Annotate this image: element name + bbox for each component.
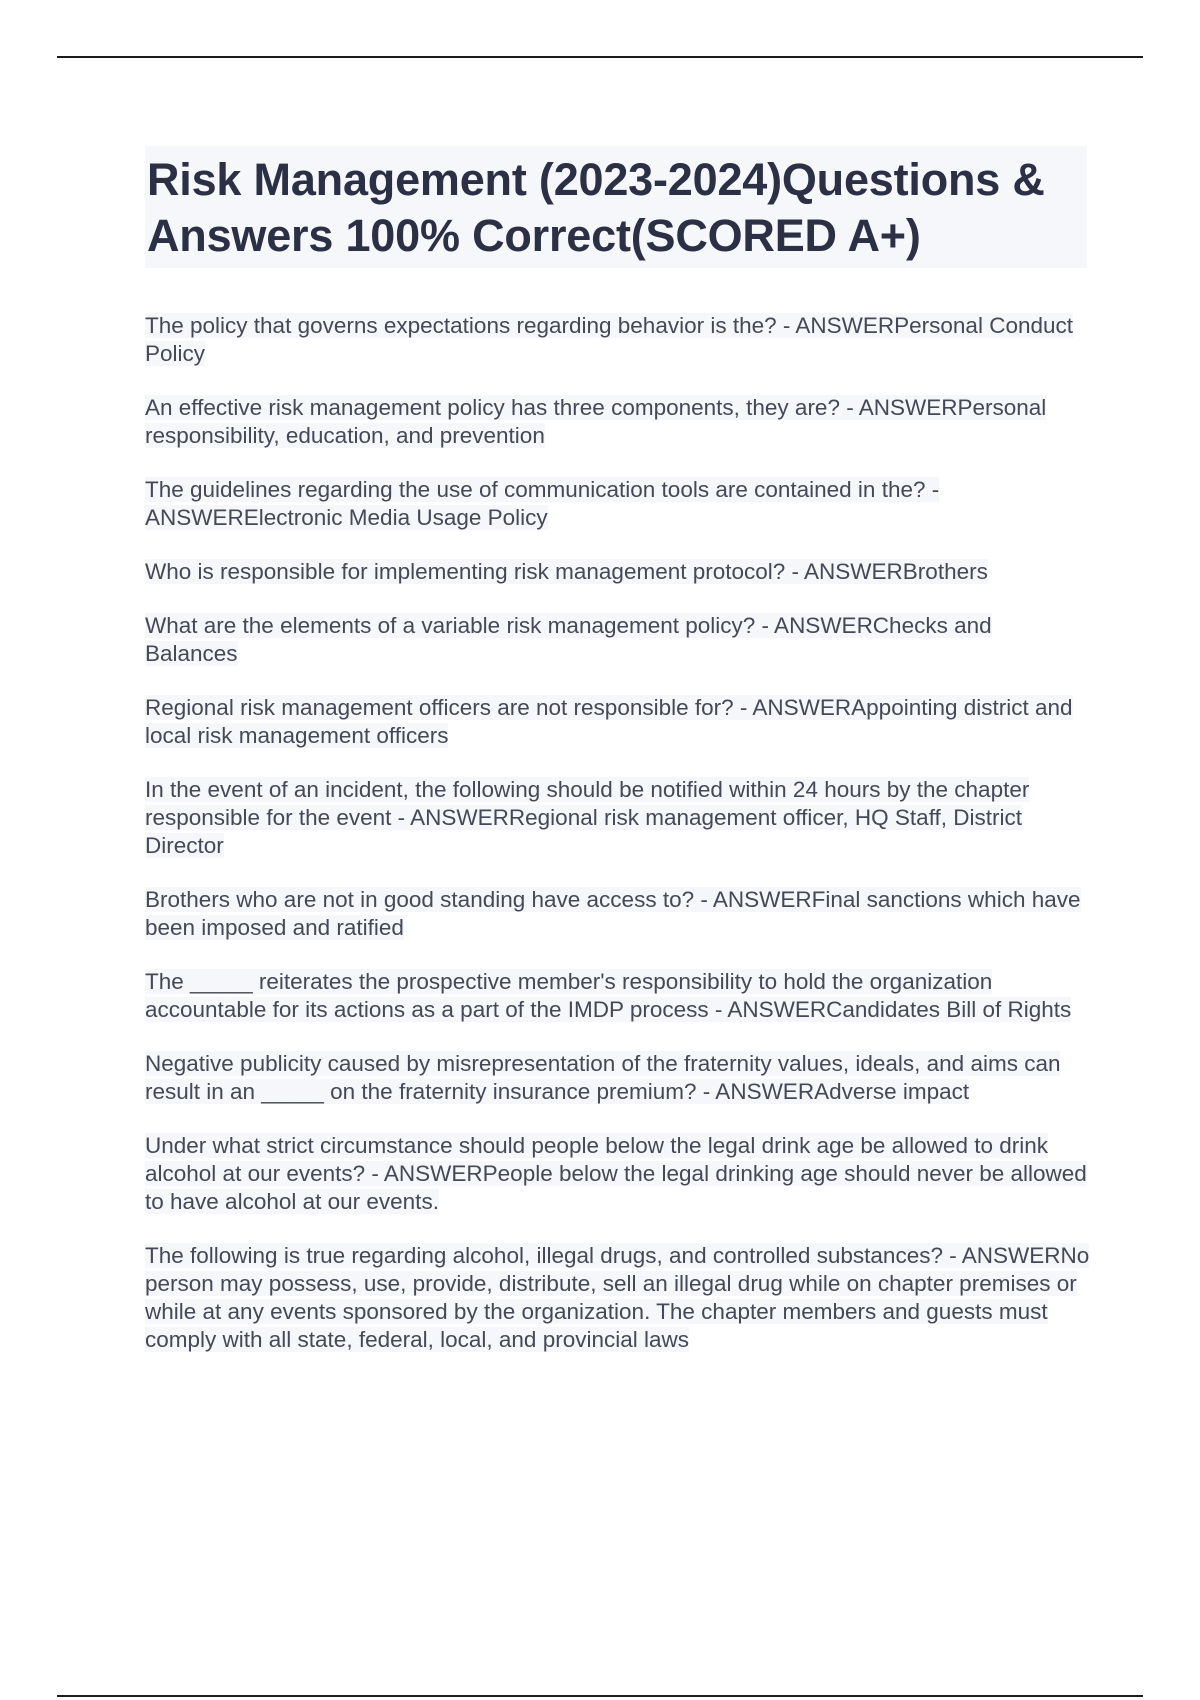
qa-item xyxy=(145,612,1090,668)
title-block xyxy=(145,146,1087,268)
top-rule xyxy=(57,56,1143,58)
qa-text: Regional risk management officers are not responsible for? - ANSWERAppointing district and local risk management officers xyxy=(145,695,1073,748)
qa-item xyxy=(145,1242,1090,1354)
qa-text: Negative publicity caused by misrepresentation of the fraternity values, ideals, and aims can result in an _____ on the fraternity insurance premium? - ANSWERAdverse impact xyxy=(145,1051,1061,1104)
qa-item xyxy=(145,394,1090,450)
qa-text: The following is true regarding alcohol, illegal drugs, and controlled substances? - ANSWERNo person may possess, use, provide, distribute, sell an illegal drug while on chapter premises or while at any events sponsored by the organization. The chapter members and guests must comply with all state, federal, local, and provincial laws xyxy=(145,1243,1090,1352)
qa-text: Under what strict circumstance should people below the legal drink age be allowed to drink alcohol at our events? - ANSWERPeople below the legal drinking age should never be allowed to have alcohol at our events. xyxy=(145,1133,1087,1214)
qa-text: The _____ reiterates the prospective member's responsibility to hold the organization accountable for its actions as a part of the IMDP process - ANSWERCandidates Bill of Rights xyxy=(145,969,1072,1022)
qa-text: In the event of an incident, the following should be notified within 24 hours by the chapter responsible for the event - ANSWERRegional risk management officer, HQ Staff, District Director xyxy=(145,777,1030,858)
document-title: Risk Management (2023-2024)Questions & Answers 100% Correct(SCORED A+) xyxy=(147,154,1045,261)
qa-text: The policy that governs expectations regarding behavior is the? - ANSWERPersonal Conduct Policy xyxy=(145,313,1073,366)
qa-text: Who is responsible for implementing risk management protocol? - ANSWERBrothers xyxy=(145,559,988,584)
qa-item xyxy=(145,558,1090,586)
qa-item xyxy=(145,968,1090,1024)
qa-item xyxy=(145,1050,1090,1106)
qa-item xyxy=(145,1132,1090,1216)
qa-item xyxy=(145,776,1090,860)
qa-item xyxy=(145,476,1090,532)
qa-list xyxy=(145,312,1090,1380)
qa-item xyxy=(145,312,1090,368)
qa-text: The guidelines regarding the use of communication tools are contained in the? - ANSWERElectronic Media Usage Policy xyxy=(145,477,940,530)
qa-text: What are the elements of a variable risk management policy? - ANSWERChecks and Balances xyxy=(145,613,992,666)
bottom-rule xyxy=(57,1695,1143,1697)
qa-text: An effective risk management policy has three components, they are? - ANSWERPersonal responsibility, education, and prevention xyxy=(145,395,1047,448)
qa-item xyxy=(145,694,1090,750)
qa-text: Brothers who are not in good standing have access to? - ANSWERFinal sanctions which have been imposed and ratified xyxy=(145,887,1081,940)
qa-item xyxy=(145,886,1090,942)
